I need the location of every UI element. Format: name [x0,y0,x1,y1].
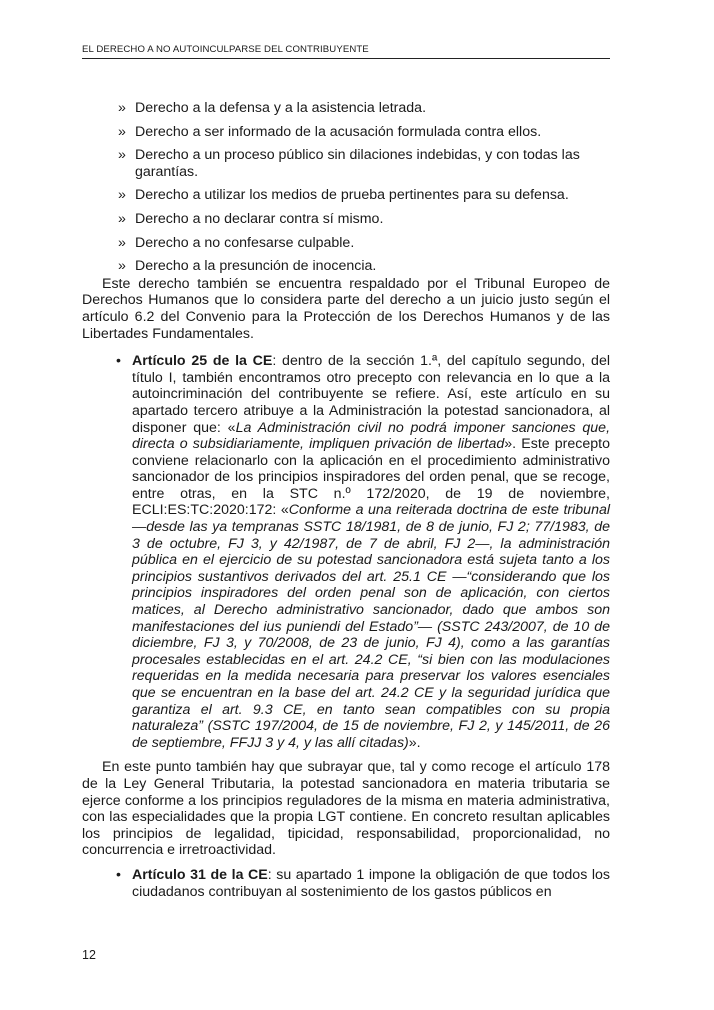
rights-list [82,100,610,275]
bullet-articulo-31 [82,867,610,900]
list-item: » Derecho a un proceso público sin dilaciones indebidas, y con todas las garantías. [135,147,610,180]
bullet-text: ». [408,734,421,751]
bullet-text: : dentro de la sección 1.ª, del capítulo segundo, del título I, también encontramos otro precepto con relevancia en lo que a la autoincriminación del contribuyente se refiere. Así, este artículo en su apartado tercero atribuye a la Administración la potestad sancionadora, al disponer que: « [132,353,610,436]
bullet-heading: Artículo 25 de la CE [132,353,273,370]
list-item: » Derecho a utilizar los medios de prueba pertinentes para su defensa. [135,187,610,204]
list-item: » Derecho a ser informado de la acusación formulada contra ellos. [135,124,610,141]
list-item: » Derecho a la presunción de inocencia. [135,258,610,275]
quote-ce: La Administración civil no podrá imponer sanciones que, directa o subsidiariamente, impliquen privación de libertad [132,419,611,453]
list-item: » Derecho a no declarar contra sí mismo. [135,211,610,228]
list-item: » Derecho a no confesarse culpable. [135,235,610,252]
bullet-text: : su apartado 1 impone la obligación de que todos los ciudadanos contribuyan al sostenimiento de los gastos públicos en [132,866,610,900]
paragraph-lgt: En este punto también hay que subrayar que, tal y como recoge el artículo 178 de la Ley General Tributaria, la potestad sancionadora en materia tributaria se ejerce conforme a los principios reguladores de la misma en materia administrativa, con las especialidades que la propia LGT contiene. En concreto resultan aplicables los principios de legalidad, tipicidad, responsabilidad, proporcionalidad, no concurrencia e irretroactividad. [82,759,610,859]
running-header: EL DERECHO A NO AUTOINCULPARSE DEL CONTRIBUYENTE [82,44,610,59]
quote-stc: Conforme a una reiterada doctrina de este tribunal —desde las ya tempranas SSTC 18/1981, de 8 de junio, FJ 2; 77/1983, de 3 de octubre, FJ 3, y 42/1987, de 7 de abril, FJ 2—, la administración pública en el ejercicio de su potestad sancionadora está sujeta tanto a los principios sustantivos derivados del art. 25.1 CE —“considerando que los principios inspiradores del orden penal son de aplicación, con ciertos matices, al Derecho administrativo sancionador, dado que ambos son manifestaciones del ius puniendi del Estado”— (SSTC 243/2007, de 10 de diciembre, FJ 3, y 70/2008, de 23 de junio, FJ 4), como a las garantías procesales establecidas en el art. 24.2 CE, “si bien con las modulaciones requeridas en la medida necesaria para preservar los valores esenciales que se encuentran en la base del art. 24.2 CE y la seguridad jurídica que garantiza el art. 9.3 CE, en tanto sean compatibles con su propia naturaleza” (SSTC 197/2004, de 15 de noviembre, FJ 2, y 145/2011, de 26 de septiembre, FFJJ 3 y 4, y las allí citadas) [132,502,611,751]
paragraph-tedh: Este derecho también se encuentra respaldado por el Tribunal Europeo de Derechos Humanos que lo considera parte del derecho a un juicio justo según el artículo 6.2 del Convenio para la Protección de los Derechos Humanos y de las Libertades Fundamentales. [82,275,610,342]
bullet-text: ». Este precepto conviene relacionarlo con la aplicación en el procedimiento administrativo sancionador de los principios inspiradores del orden penal, que se recoge, entre otras, en la STC n.º 172/2020, de 19 de noviembre, ECLI:ES:TC:2020:172: « [132,436,610,519]
bullet-icon: • [116,353,121,370]
list-item: » Derecho a la defensa y a la asistencia letrada. [135,100,610,117]
page-body [82,100,610,900]
bullet-icon: • [116,866,121,883]
page-number: 12 [82,948,96,962]
bullet-articulo-25 [82,353,610,751]
bullet-heading: Artículo 31 de la CE [132,866,268,883]
